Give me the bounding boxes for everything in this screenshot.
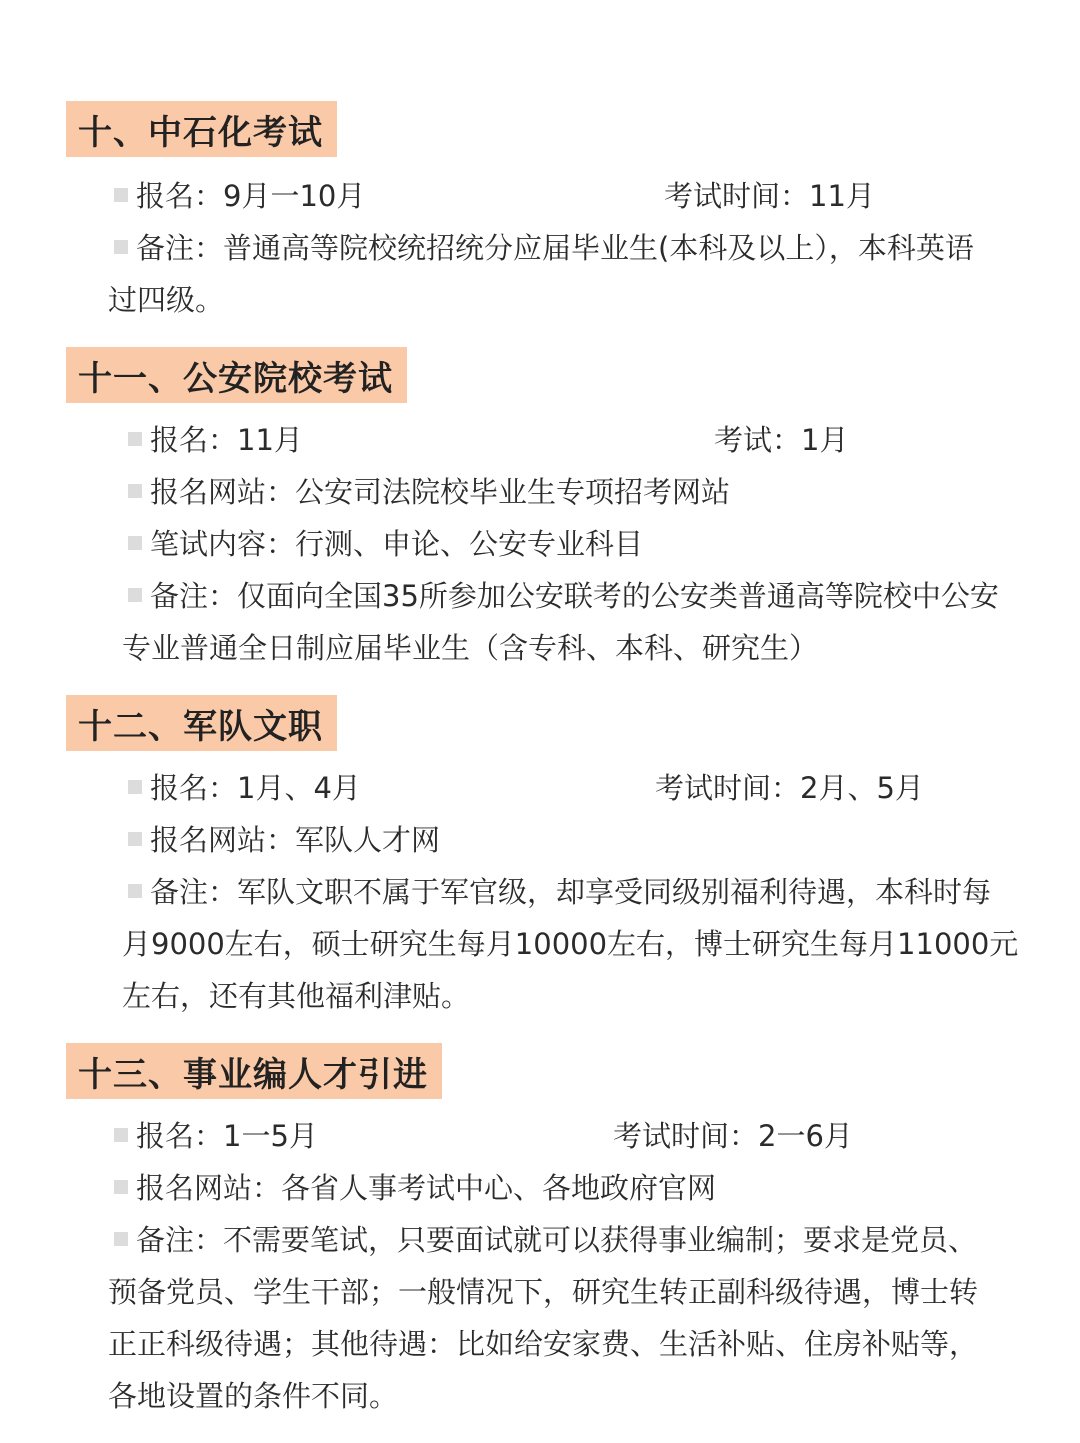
square-bullet-icon <box>114 1232 128 1246</box>
square-bullet-icon <box>114 1128 128 1142</box>
exam-time-line: 考试时间：11月 <box>664 179 875 213</box>
note-line: 备注：普通高等院校统招统分应届毕业生(本科及以上），本科英语 <box>114 230 974 266</box>
square-bullet-icon <box>128 884 142 898</box>
square-bullet-icon <box>128 536 142 550</box>
square-bullet-icon <box>114 1180 128 1194</box>
section-heading-12 <box>66 695 337 751</box>
note-line-cont: 各地设置的条件不同。 <box>108 1379 399 1413</box>
note-line-cont: 过四级。 <box>108 283 225 317</box>
registration-line: 报名：1月、4月 <box>128 770 361 806</box>
square-bullet-icon <box>128 780 142 794</box>
registration-line: 报名：1一5月 <box>114 1118 318 1154</box>
square-bullet-icon <box>114 188 128 202</box>
registration-line: 报名：9月一10月 <box>114 178 365 214</box>
exam-time-line: 考试时间：2月、5月 <box>655 771 924 805</box>
note-line-cont: 月9000左右，硕士研究生每月10000左右，博士研究生每月11000元 <box>122 927 1019 961</box>
note-line-cont: 正正科级待遇；其他待遇：比如给安家费、生活补贴、住房补贴等， <box>108 1327 979 1361</box>
exam-time-line: 考试时间：2一6月 <box>613 1119 853 1153</box>
note-line-cont: 左右，还有其他福利津贴。 <box>122 979 471 1013</box>
note-line-cont: 专业普通全日制应届毕业生（含专科、本科、研究生） <box>122 631 819 665</box>
square-bullet-icon <box>128 588 142 602</box>
note-line-cont: 预备党员、学生干部；一般情况下，研究生转正副科级待遇，博士转 <box>108 1275 979 1309</box>
square-bullet-icon <box>128 432 142 446</box>
content-line: 笔试内容：行测、申论、公安专业科目 <box>128 526 643 562</box>
section-heading-13 <box>66 1043 442 1099</box>
section-title: 十一、公安院校考试 <box>78 358 393 399</box>
site-line: 报名网站：各省人事考试中心、各地政府官网 <box>114 1170 716 1206</box>
section-heading-10 <box>66 101 337 157</box>
exam-time-line: 考试：1月 <box>714 423 849 457</box>
site-line: 报名网站：军队人才网 <box>128 822 440 858</box>
section-title: 十、中石化考试 <box>78 112 323 153</box>
note-line: 备注：仅面向全国35所参加公安联考的公安类普通高等院校中公安 <box>128 578 999 614</box>
section-title: 十三、事业编人才引进 <box>78 1054 428 1095</box>
section-title: 十二、军队文职 <box>78 706 323 747</box>
square-bullet-icon <box>114 240 128 254</box>
note-line: 备注：不需要笔试，只要面试就可以获得事业编制；要求是党员、 <box>114 1222 977 1258</box>
square-bullet-icon <box>128 832 142 846</box>
square-bullet-icon <box>128 484 142 498</box>
section-heading-11 <box>66 347 407 403</box>
note-line: 备注：军队文职不属于军官级，却享受同级别福利待遇，本科时每 <box>128 874 991 910</box>
site-line: 报名网站：公安司法院校毕业生专项招考网站 <box>128 474 730 510</box>
registration-line: 报名：11月 <box>128 422 303 458</box>
